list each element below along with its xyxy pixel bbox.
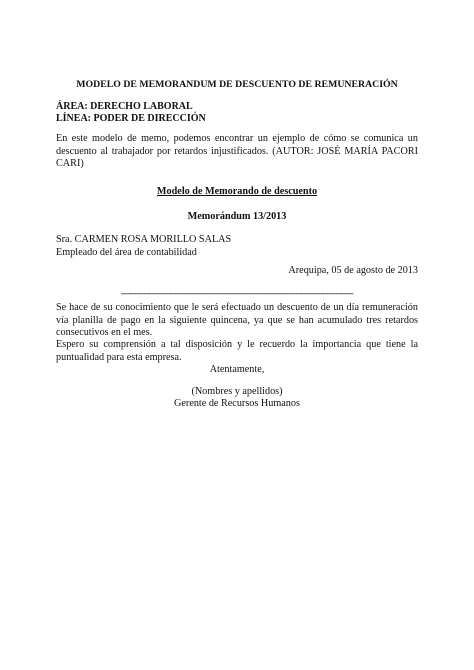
body-paragraph-1: Se hace de su conocimiento que le será efectuado un descuento de un día remuneración vía planilla de pago en la siguiente quincena, ya que se han acumulado tres retardos consecutivos en el mes. [56, 302, 418, 338]
closing: Atentamente, [209, 364, 265, 375]
divider-line: --------------------------------------------------------------------------------------------- [120, 288, 354, 298]
area-line: ÁREA: DERECHO LABORAL [56, 101, 193, 112]
linea-line: LÍNEA: PODER DE DIRECCIÓN [56, 112, 206, 124]
intro-paragraph: En este modelo de memo, podemos encontrar un ejemplo de cómo se comunica un descuento al trabajador por retardos injustificados. (AUTOR: JOSÉ MARÍA PACORI CARI) [56, 133, 418, 169]
memo-number: Memorándum 13/2013 [187, 211, 287, 222]
signature-name: (Nombres y apellidos) [191, 386, 283, 397]
recipient-role: Empleado del área de contabilidad [56, 246, 197, 258]
recipient-name: Sra. CARMEN ROSA MORILLO SALAS [56, 234, 232, 245]
body-paragraph-2: Espero su comprensión a tal disposición y le recuerdo la importancia que tiene la puntualidad para esta empresa. [56, 339, 418, 363]
recipient-block [56, 234, 418, 259]
memo-date: Arequipa, 05 de agosto de 2013 [288, 265, 418, 276]
document-title: MODELO DE MEMORANDUM DE DESCUENTO DE REMUNERACIÓN [76, 79, 398, 90]
area-header [56, 101, 418, 124]
model-title: Modelo de Memorando de descuento [156, 186, 318, 197]
signature-role: Gerente de Recursos Humanos [174, 398, 300, 409]
